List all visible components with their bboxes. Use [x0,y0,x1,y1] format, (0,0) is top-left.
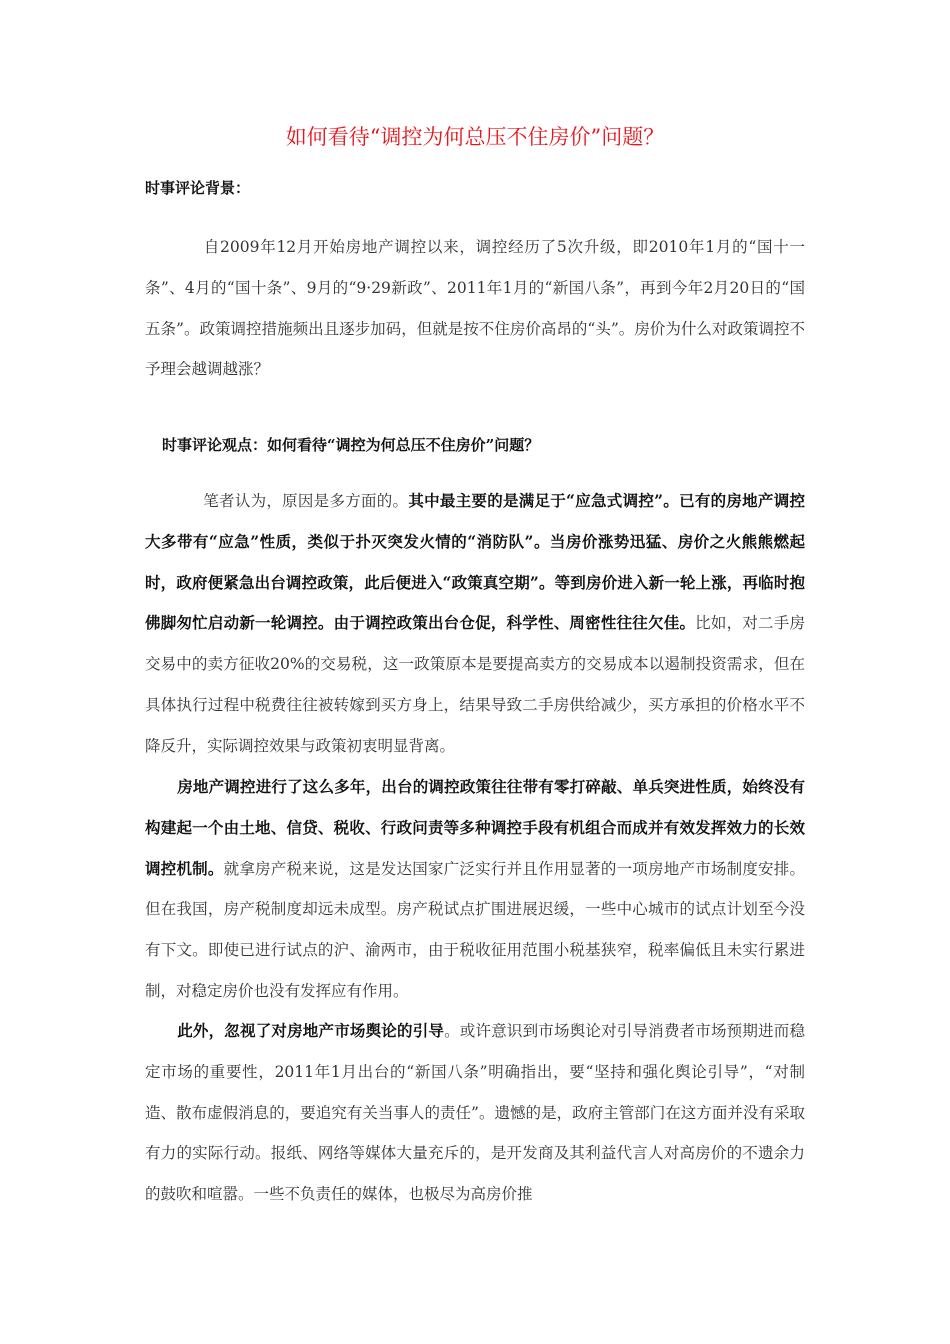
para3-bold: 此外，忽视了对房地产市场舆论的引导 [177,1021,445,1040]
para1-intro: 笔者认为，原因是多方面的。 [203,492,409,510]
para3-rest: 。或许意识到市场舆论对引导消费者市场预期进而稳定市场的重要性，2011年1月出台的“新国八条”明确指出，要“坚持和强化舆论引导”，“对制造、散布虚假消息的，要追究有关当事人的责任”。遗憾的是，政府主管部门在这方面并没有采取有力的实际行动。报纸、网络等媒体大量充斥的，是开发商及其利益代言人对高房价的不遗余力的鼓吹和喧嚣。一些不负责任的媒体，也极尽为高房价推 [145,1022,805,1204]
view-paragraph-1 [145,481,805,767]
para2-bold: 房地产调控进行了这么多年，出台的调控政策往往带有零打碎敲、单兵突进性质，始终没有构建起一个由土地、信贷、税收、行政问责等多种调控手段有机组合而成并有效发挥效力的长效调控机制。 [145,777,805,878]
document-title: 如何看待“调控为何总压不住房价”问题？ [285,125,665,149]
para1-bold: 其中最主要的是满足于“应急式调控”。已有的房地产调控大多带有“应急”性质，类似于扑灭突发火情的“消防队”。当房价涨势迅猛、房价之火熊熊燃起时，政府便紧急出台调控政策，此后便进入“政策真空期”。等到房价进入新一轮上涨，再临时抱佛脚匆忙启动新一轮调控。由于调控政策出台仓促，科学性、周密性往往欠佳。 [145,491,805,633]
background-heading: 时事评论背景： [145,179,251,197]
view-paragraph-2 [145,767,805,1012]
background-text: 自2009年12月开始房地产调控以来，调控经历了5次升级，即2010年1月的“国十一条”、4月的“国十条”、9月的“9·29新政”、2011年1月的“新国八条”，再到今年2月20日的“国五条”。政策调控措施频出且逐步加码，但就是按不住房价高昂的“头”。房价为什么对政策调控不予理会越调越涨？ [145,238,805,379]
background-paragraph [145,227,805,390]
para1-rest: 比如，对二手房交易中的卖方征收20%的交易税，这一政策原本是要提高卖方的交易成本以遏制投资需求，但在具体执行过程中税费往往被转嫁到买方身上，结果导致二手房供给减少，买方承担的价格水平不降反升，实际调控效果与政策初衷明显背离。 [145,614,805,755]
para2-rest: 就拿房产税来说，这是发达国家广泛实行并且作用显著的一项房地产市场制度安排。但在我国，房产税制度却远未成型。房产税试点扩围进展迟缓，一些中心城市的试点计划至今没有下文。即使已进行试点的沪、渝两市，由于税收征用范围小税基狭窄，税率偏低且未实行累进制，对稳定房价也没有发挥应有作用。 [145,859,805,1000]
view-heading: 时事评论观点：如何看待“调控为何总压不住房价”问题？ [162,436,540,454]
view-paragraph-3 [145,1011,805,1215]
